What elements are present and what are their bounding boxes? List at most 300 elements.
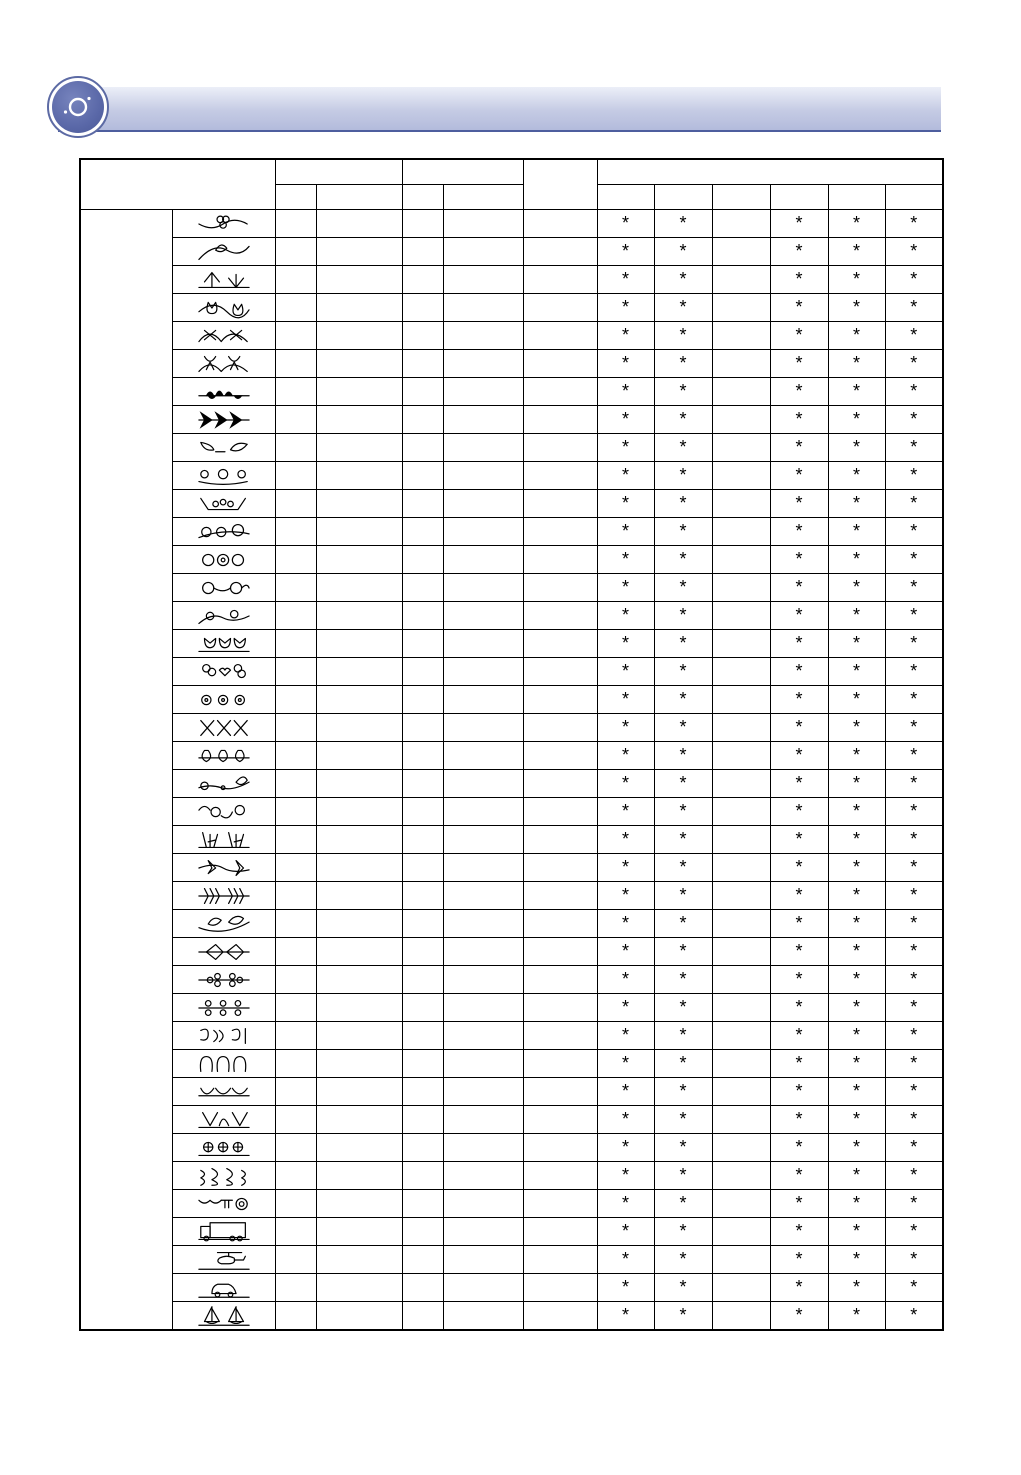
option-5-cell: * xyxy=(828,1274,885,1302)
length-auto-cell xyxy=(402,686,443,714)
option-3-cell xyxy=(712,210,770,238)
width-manual-cell xyxy=(316,434,402,462)
option-4-cell: * xyxy=(770,462,828,490)
stitch-pattern-cell xyxy=(172,518,275,546)
foot-cell xyxy=(523,238,597,266)
option-1-cell: * xyxy=(597,1302,654,1331)
stitch-pattern-cell xyxy=(172,462,275,490)
option-6-cell: * xyxy=(885,350,943,378)
width-auto-cell xyxy=(275,658,316,686)
width-auto-cell xyxy=(275,686,316,714)
width-manual-cell xyxy=(316,1106,402,1134)
option-6-cell: * xyxy=(885,798,943,826)
table-row xyxy=(80,1106,943,1134)
option-2-cell: * xyxy=(654,1190,712,1218)
option-5-cell: * xyxy=(828,462,885,490)
width-auto-cell xyxy=(275,1218,316,1246)
width-auto-cell xyxy=(275,1246,316,1274)
option-1-cell: * xyxy=(597,266,654,294)
option-4-cell: * xyxy=(770,602,828,630)
option-5-cell: * xyxy=(828,798,885,826)
width-manual-cell xyxy=(316,1190,402,1218)
stitch-pattern-cell xyxy=(172,1106,275,1134)
foot-cell xyxy=(523,210,597,238)
option-4-cell: * xyxy=(770,546,828,574)
foot-cell xyxy=(523,994,597,1022)
table-row xyxy=(80,1274,943,1302)
option-4-cell: * xyxy=(770,1274,828,1302)
header-stitch-name xyxy=(80,159,275,210)
length-manual-cell xyxy=(443,826,523,854)
length-manual-cell xyxy=(443,630,523,658)
pinwheel-flower-stitch-icon xyxy=(193,1135,255,1161)
option-1-cell: * xyxy=(597,714,654,742)
width-auto-cell xyxy=(275,490,316,518)
stitch-pattern-cell xyxy=(172,322,275,350)
flower-swirl-stitch-icon xyxy=(193,799,255,825)
table-row xyxy=(80,854,943,882)
table-row xyxy=(80,798,943,826)
width-manual-cell xyxy=(316,798,402,826)
option-2-cell: * xyxy=(654,1302,712,1331)
option-3-cell xyxy=(712,1134,770,1162)
foot-cell xyxy=(523,322,597,350)
foot-cell xyxy=(523,294,597,322)
truck-stitch-icon xyxy=(193,1219,255,1245)
four-petal-flower-stitch-icon xyxy=(193,687,255,713)
option-3-cell xyxy=(712,462,770,490)
option-3-cell xyxy=(712,574,770,602)
fish-scroll-stitch-icon xyxy=(193,1191,255,1217)
length-manual-cell xyxy=(443,966,523,994)
width-auto-cell xyxy=(275,238,316,266)
option-2-cell: * xyxy=(654,574,712,602)
header-length-auto xyxy=(402,185,443,210)
table-row xyxy=(80,518,943,546)
option-1-cell: * xyxy=(597,1246,654,1274)
length-auto-cell xyxy=(402,210,443,238)
option-3-cell xyxy=(712,546,770,574)
length-manual-cell xyxy=(443,910,523,938)
option-6-cell: * xyxy=(885,770,943,798)
table-row xyxy=(80,910,943,938)
table-row xyxy=(80,1078,943,1106)
option-6-cell: * xyxy=(885,1050,943,1078)
length-auto-cell xyxy=(402,434,443,462)
option-2-cell: * xyxy=(654,602,712,630)
table-row xyxy=(80,1190,943,1218)
stitch-pattern-cell xyxy=(172,686,275,714)
length-manual-cell xyxy=(443,210,523,238)
option-6-cell: * xyxy=(885,1302,943,1331)
length-manual-cell xyxy=(443,546,523,574)
stitch-pattern-cell xyxy=(172,1022,275,1050)
header-option-1 xyxy=(597,185,654,210)
option-5-cell: * xyxy=(828,910,885,938)
length-manual-cell xyxy=(443,798,523,826)
option-2-cell: * xyxy=(654,294,712,322)
stitch-pattern-cell xyxy=(172,238,275,266)
width-auto-cell xyxy=(275,994,316,1022)
stitch-pattern-cell xyxy=(172,1274,275,1302)
option-6-cell: * xyxy=(885,658,943,686)
option-1-cell: * xyxy=(597,630,654,658)
heart-leaf-stitch-icon xyxy=(193,1079,255,1105)
width-manual-cell xyxy=(316,826,402,854)
option-4-cell: * xyxy=(770,1134,828,1162)
option-4-cell: * xyxy=(770,1050,828,1078)
length-auto-cell xyxy=(402,798,443,826)
rose-vine-stitch-icon xyxy=(193,575,255,601)
option-3-cell xyxy=(712,350,770,378)
table-row xyxy=(80,742,943,770)
table-row xyxy=(80,826,943,854)
option-6-cell: * xyxy=(885,1218,943,1246)
foot-cell xyxy=(523,546,597,574)
foot-cell xyxy=(523,1162,597,1190)
option-5-cell: * xyxy=(828,574,885,602)
width-manual-cell xyxy=(316,686,402,714)
length-auto-cell xyxy=(402,1022,443,1050)
option-5-cell: * xyxy=(828,406,885,434)
category-cell xyxy=(80,210,172,1331)
option-5-cell: * xyxy=(828,210,885,238)
stitch-pattern-cell xyxy=(172,434,275,462)
option-1-cell: * xyxy=(597,742,654,770)
width-auto-cell xyxy=(275,294,316,322)
stitch-pattern-cell xyxy=(172,266,275,294)
option-3-cell xyxy=(712,714,770,742)
option-5-cell: * xyxy=(828,1050,885,1078)
option-4-cell: * xyxy=(770,1106,828,1134)
option-1-cell: * xyxy=(597,294,654,322)
stitch-settings-table xyxy=(79,158,944,1331)
foot-cell xyxy=(523,658,597,686)
foot-cell xyxy=(523,1106,597,1134)
length-auto-cell xyxy=(402,1302,443,1331)
helicopter-stitch-icon xyxy=(193,1247,255,1273)
option-5-cell: * xyxy=(828,1246,885,1274)
length-manual-cell xyxy=(443,714,523,742)
width-manual-cell xyxy=(316,462,402,490)
option-4-cell: * xyxy=(770,994,828,1022)
foot-cell xyxy=(523,490,597,518)
width-manual-cell xyxy=(316,1218,402,1246)
width-auto-cell xyxy=(275,1022,316,1050)
width-manual-cell xyxy=(316,546,402,574)
option-1-cell: * xyxy=(597,938,654,966)
option-5-cell: * xyxy=(828,322,885,350)
option-2-cell: * xyxy=(654,770,712,798)
option-5-cell: * xyxy=(828,714,885,742)
option-1-cell: * xyxy=(597,490,654,518)
option-3-cell xyxy=(712,854,770,882)
tulip-row-stitch-icon xyxy=(193,631,255,657)
length-manual-cell xyxy=(443,350,523,378)
option-4-cell: * xyxy=(770,1190,828,1218)
width-manual-cell xyxy=(316,630,402,658)
width-manual-cell xyxy=(316,574,402,602)
width-manual-cell xyxy=(316,714,402,742)
length-auto-cell xyxy=(402,490,443,518)
option-2-cell: * xyxy=(654,966,712,994)
option-5-cell: * xyxy=(828,1190,885,1218)
foot-cell xyxy=(523,518,597,546)
option-2-cell: * xyxy=(654,490,712,518)
option-2-cell: * xyxy=(654,798,712,826)
width-auto-cell xyxy=(275,322,316,350)
length-manual-cell xyxy=(443,1106,523,1134)
option-6-cell: * xyxy=(885,322,943,350)
stitch-pattern-cell xyxy=(172,966,275,994)
stitch-pattern-cell xyxy=(172,630,275,658)
option-5-cell: * xyxy=(828,350,885,378)
header-option-6 xyxy=(885,185,943,210)
option-3-cell xyxy=(712,742,770,770)
option-3-cell xyxy=(712,1246,770,1274)
foot-cell xyxy=(523,854,597,882)
length-auto-cell xyxy=(402,378,443,406)
option-2-cell: * xyxy=(654,742,712,770)
option-1-cell: * xyxy=(597,546,654,574)
width-manual-cell xyxy=(316,518,402,546)
option-4-cell: * xyxy=(770,966,828,994)
option-6-cell: * xyxy=(885,434,943,462)
length-manual-cell xyxy=(443,1218,523,1246)
stitch-pattern-cell xyxy=(172,1050,275,1078)
option-5-cell: * xyxy=(828,1302,885,1331)
stitch-pattern-cell xyxy=(172,910,275,938)
option-4-cell: * xyxy=(770,1022,828,1050)
wave-arch-stitch-icon xyxy=(193,1051,255,1077)
option-2-cell: * xyxy=(654,1246,712,1274)
clover-heart-stitch-icon xyxy=(193,659,255,685)
foot-cell xyxy=(523,1302,597,1331)
option-6-cell: * xyxy=(885,1134,943,1162)
option-4-cell: * xyxy=(770,406,828,434)
table-row xyxy=(80,1246,943,1274)
length-auto-cell xyxy=(402,1190,443,1218)
crown-tulip-stitch-icon xyxy=(193,1107,255,1133)
foot-cell xyxy=(523,966,597,994)
option-5-cell: * xyxy=(828,602,885,630)
foot-cell xyxy=(523,714,597,742)
option-5-cell: * xyxy=(828,658,885,686)
option-6-cell: * xyxy=(885,854,943,882)
option-4-cell: * xyxy=(770,434,828,462)
table-row xyxy=(80,546,943,574)
length-manual-cell xyxy=(443,518,523,546)
table-row xyxy=(80,266,943,294)
foot-cell xyxy=(523,462,597,490)
blossom-row-stitch-icon xyxy=(193,547,255,573)
sailboat-stitch-icon xyxy=(193,1303,255,1329)
option-4-cell: * xyxy=(770,210,828,238)
length-auto-cell xyxy=(402,742,443,770)
length-auto-cell xyxy=(402,770,443,798)
option-5-cell: * xyxy=(828,518,885,546)
length-auto-cell xyxy=(402,574,443,602)
option-5-cell: * xyxy=(828,238,885,266)
option-5-cell: * xyxy=(828,1218,885,1246)
section-header-bar xyxy=(58,87,941,132)
option-1-cell: * xyxy=(597,994,654,1022)
option-5-cell: * xyxy=(828,686,885,714)
option-3-cell xyxy=(712,630,770,658)
length-auto-cell xyxy=(402,406,443,434)
width-auto-cell xyxy=(275,798,316,826)
option-4-cell: * xyxy=(770,882,828,910)
stitch-pattern-cell xyxy=(172,1246,275,1274)
option-4-cell: * xyxy=(770,238,828,266)
width-auto-cell xyxy=(275,742,316,770)
table-row xyxy=(80,882,943,910)
option-6-cell: * xyxy=(885,630,943,658)
leaf-vine-stitch-icon xyxy=(193,239,255,265)
option-3-cell xyxy=(712,322,770,350)
option-6-cell: * xyxy=(885,210,943,238)
foot-cell xyxy=(523,602,597,630)
length-manual-cell xyxy=(443,1274,523,1302)
width-manual-cell xyxy=(316,602,402,630)
option-4-cell: * xyxy=(770,630,828,658)
table-row xyxy=(80,574,943,602)
option-1-cell: * xyxy=(597,378,654,406)
option-5-cell: * xyxy=(828,1078,885,1106)
option-1-cell: * xyxy=(597,854,654,882)
length-auto-cell xyxy=(402,1218,443,1246)
width-auto-cell xyxy=(275,602,316,630)
length-manual-cell xyxy=(443,1302,523,1331)
width-auto-cell xyxy=(275,826,316,854)
stitch-pattern-cell xyxy=(172,854,275,882)
stitch-pattern-cell xyxy=(172,406,275,434)
length-auto-cell xyxy=(402,238,443,266)
option-2-cell: * xyxy=(654,1050,712,1078)
length-auto-cell xyxy=(402,966,443,994)
stitch-pattern-cell xyxy=(172,1302,275,1331)
option-2-cell: * xyxy=(654,1162,712,1190)
option-5-cell: * xyxy=(828,434,885,462)
option-2-cell: * xyxy=(654,714,712,742)
option-2-cell: * xyxy=(654,210,712,238)
width-manual-cell xyxy=(316,294,402,322)
lily-vine-stitch-icon xyxy=(193,855,255,881)
width-manual-cell xyxy=(316,1022,402,1050)
flower-cluster-stitch-icon xyxy=(193,463,255,489)
option-2-cell: * xyxy=(654,350,712,378)
foot-cell xyxy=(523,574,597,602)
length-manual-cell xyxy=(443,1050,523,1078)
length-auto-cell xyxy=(402,294,443,322)
width-manual-cell xyxy=(316,910,402,938)
option-6-cell: * xyxy=(885,714,943,742)
stitch-pattern-cell xyxy=(172,658,275,686)
stitch-pattern-cell xyxy=(172,1078,275,1106)
length-manual-cell xyxy=(443,378,523,406)
foot-cell xyxy=(523,1190,597,1218)
length-manual-cell xyxy=(443,238,523,266)
option-2-cell: * xyxy=(654,378,712,406)
option-6-cell: * xyxy=(885,686,943,714)
option-5-cell: * xyxy=(828,546,885,574)
table-body xyxy=(80,210,943,1331)
option-6-cell: * xyxy=(885,574,943,602)
bead-chain-stitch-icon xyxy=(193,967,255,993)
length-manual-cell xyxy=(443,490,523,518)
option-2-cell: * xyxy=(654,266,712,294)
option-6-cell: * xyxy=(885,490,943,518)
option-3-cell xyxy=(712,1078,770,1106)
option-5-cell: * xyxy=(828,994,885,1022)
width-auto-cell xyxy=(275,406,316,434)
stitch-settings-table-wrapper xyxy=(79,158,944,1331)
header-width-manual xyxy=(316,185,402,210)
stitch-pattern-cell xyxy=(172,1218,275,1246)
option-3-cell xyxy=(712,602,770,630)
table-row xyxy=(80,378,943,406)
tulip-chain-stitch-icon xyxy=(193,743,255,769)
width-auto-cell xyxy=(275,546,316,574)
option-4-cell: * xyxy=(770,294,828,322)
option-4-cell: * xyxy=(770,378,828,406)
foot-cell xyxy=(523,266,597,294)
width-manual-cell xyxy=(316,770,402,798)
length-manual-cell xyxy=(443,322,523,350)
option-6-cell: * xyxy=(885,602,943,630)
table-row xyxy=(80,1050,943,1078)
bud-vine-stitch-icon xyxy=(193,603,255,629)
option-2-cell: * xyxy=(654,1134,712,1162)
option-4-cell: * xyxy=(770,1302,828,1331)
length-manual-cell xyxy=(443,882,523,910)
stitch-pattern-cell xyxy=(172,1134,275,1162)
length-auto-cell xyxy=(402,1162,443,1190)
width-manual-cell xyxy=(316,1302,402,1331)
option-4-cell: * xyxy=(770,518,828,546)
option-1-cell: * xyxy=(597,1162,654,1190)
option-6-cell: * xyxy=(885,238,943,266)
length-manual-cell xyxy=(443,742,523,770)
width-manual-cell xyxy=(316,854,402,882)
option-6-cell: * xyxy=(885,378,943,406)
length-manual-cell xyxy=(443,1162,523,1190)
table-row xyxy=(80,686,943,714)
option-4-cell: * xyxy=(770,350,828,378)
width-auto-cell xyxy=(275,910,316,938)
length-manual-cell xyxy=(443,574,523,602)
option-5-cell: * xyxy=(828,882,885,910)
option-5-cell: * xyxy=(828,266,885,294)
length-auto-cell xyxy=(402,1134,443,1162)
width-auto-cell xyxy=(275,1302,316,1331)
length-manual-cell xyxy=(443,994,523,1022)
width-auto-cell xyxy=(275,938,316,966)
option-5-cell: * xyxy=(828,1022,885,1050)
option-4-cell: * xyxy=(770,714,828,742)
foot-cell xyxy=(523,1050,597,1078)
option-3-cell xyxy=(712,966,770,994)
length-auto-cell xyxy=(402,994,443,1022)
width-manual-cell xyxy=(316,938,402,966)
length-manual-cell xyxy=(443,266,523,294)
option-2-cell: * xyxy=(654,238,712,266)
option-2-cell: * xyxy=(654,546,712,574)
option-1-cell: * xyxy=(597,1190,654,1218)
option-6-cell: * xyxy=(885,1078,943,1106)
length-auto-cell xyxy=(402,322,443,350)
option-1-cell: * xyxy=(597,966,654,994)
